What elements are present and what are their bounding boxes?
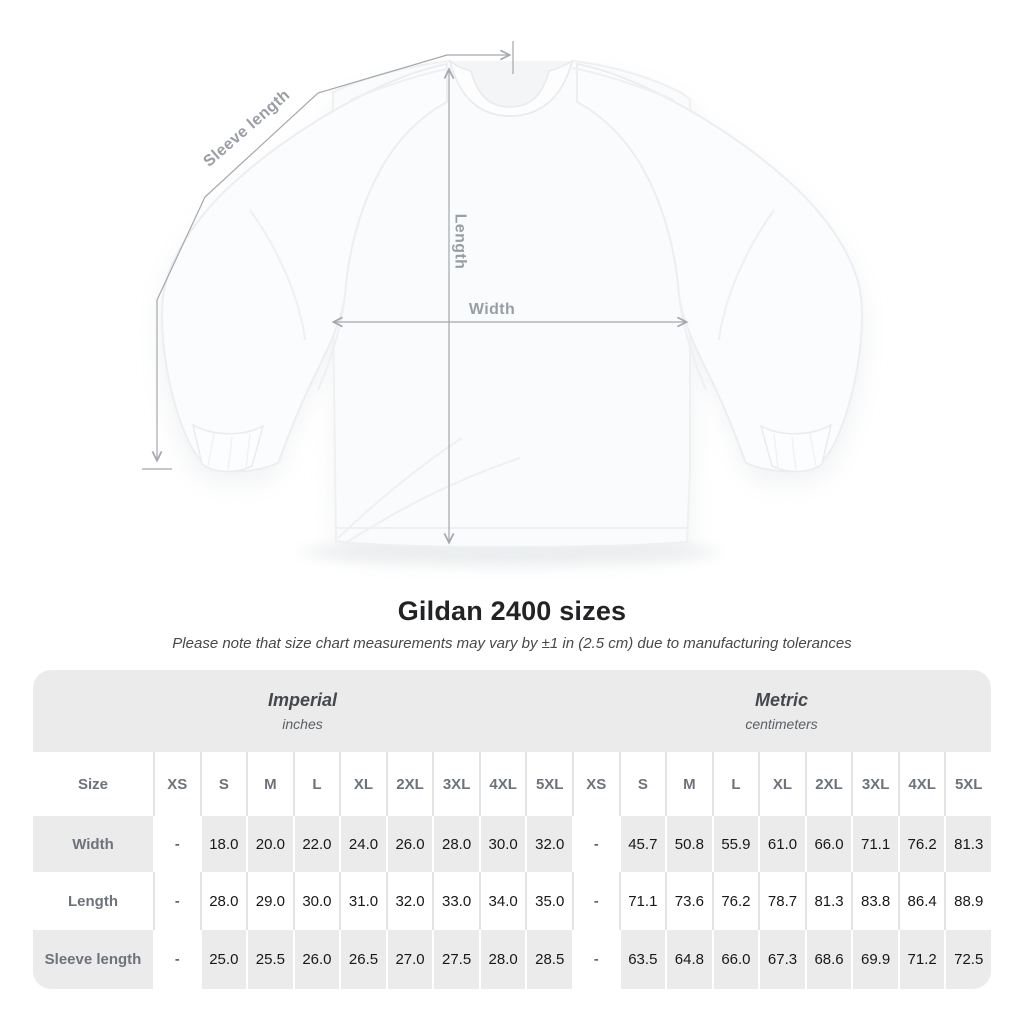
table-cell: 68.6 — [805, 930, 852, 989]
group-unit: centimeters — [745, 716, 818, 732]
size-table — [33, 670, 991, 989]
table-cell: 28.0 — [432, 816, 479, 872]
row-label-length: Length — [33, 872, 153, 930]
table-cell: - — [153, 930, 200, 989]
table-cell: 27.0 — [386, 930, 433, 989]
table-cell: 18.0 — [200, 816, 247, 872]
table-cell: 26.5 — [339, 930, 386, 989]
column-header-imperial-4xl: 4XL — [479, 752, 526, 816]
column-header-metric-xs: XS — [572, 752, 619, 816]
group-header-imperial — [33, 670, 572, 752]
table-cell: 50.8 — [665, 816, 712, 872]
group-header-metric — [572, 670, 991, 752]
heading — [0, 596, 1024, 652]
table-cell: 55.9 — [712, 816, 759, 872]
table-cell: 20.0 — [246, 816, 293, 872]
column-header-metric-s: S — [619, 752, 666, 816]
table-cell: 28.5 — [525, 930, 572, 989]
table-cell: 24.0 — [339, 816, 386, 872]
table-cell: 76.2 — [712, 872, 759, 930]
group-label: Metric — [754, 690, 808, 710]
column-header-metric-m: M — [665, 752, 712, 816]
table-cell: - — [572, 930, 619, 989]
column-header-imperial-3xl: 3XL — [432, 752, 479, 816]
table-cell: 33.0 — [432, 872, 479, 930]
group-label: Imperial — [267, 690, 338, 710]
table-cell: 30.0 — [479, 816, 526, 872]
row-label-width: Width — [33, 816, 153, 872]
width-measure-label: Width — [468, 301, 516, 318]
table-cell: 73.6 — [665, 872, 712, 930]
table-cell: 81.3 — [805, 872, 852, 930]
table-cell: 34.0 — [479, 872, 526, 930]
table-cell: 30.0 — [293, 872, 340, 930]
column-header-imperial-l: L — [293, 752, 340, 816]
table-cell: 64.8 — [665, 930, 712, 989]
table-cell: 78.7 — [758, 872, 805, 930]
table-cell: 28.0 — [479, 930, 526, 989]
column-header-metric-2xl: 2XL — [805, 752, 852, 816]
table-cell: - — [153, 816, 200, 872]
table-cell: 63.5 — [619, 930, 666, 989]
table-cell: 66.0 — [805, 816, 852, 872]
table-cell: 25.5 — [246, 930, 293, 989]
sleeve-length-measure-label: Sleeve length — [200, 86, 294, 171]
table-cell: 71.2 — [898, 930, 945, 989]
column-header-imperial-xs: XS — [153, 752, 200, 816]
table-cell: 88.9 — [944, 872, 991, 930]
table-cell: - — [572, 816, 619, 872]
table-cell: 31.0 — [339, 872, 386, 930]
table-cell: 29.0 — [246, 872, 293, 930]
table-cell: 71.1 — [619, 872, 666, 930]
column-header-metric-l: L — [712, 752, 759, 816]
page-title: Gildan 2400 sizes — [397, 596, 627, 626]
group-unit: inches — [282, 716, 323, 732]
row-label-sleeve-length: Sleeve length — [33, 930, 153, 989]
table-cell: 28.0 — [200, 872, 247, 930]
column-header-imperial-s: S — [200, 752, 247, 816]
table-cell: 83.8 — [851, 872, 898, 930]
table-cell: 81.3 — [944, 816, 991, 872]
table-cell: 35.0 — [525, 872, 572, 930]
table-cell: 25.0 — [200, 930, 247, 989]
column-header-imperial-xl: XL — [339, 752, 386, 816]
column-header-imperial-m: M — [246, 752, 293, 816]
column-header-size: Size — [33, 752, 153, 816]
table-cell: 32.0 — [386, 872, 433, 930]
table-cell: 45.7 — [619, 816, 666, 872]
column-header-metric-xl: XL — [758, 752, 805, 816]
page-subtitle: Please note that size chart measurements may vary by ±1 in (2.5 cm) due to manufacturing tolerances — [172, 635, 852, 652]
table-cell: 26.0 — [293, 930, 340, 989]
table-cell: 27.5 — [432, 930, 479, 989]
column-header-imperial-5xl: 5XL — [525, 752, 572, 816]
table-cell: - — [153, 872, 200, 930]
table-cell: 67.3 — [758, 930, 805, 989]
table-cell: 71.1 — [851, 816, 898, 872]
column-header-metric-4xl: 4XL — [898, 752, 945, 816]
table-cell: 76.2 — [898, 816, 945, 872]
table-cell: 86.4 — [898, 872, 945, 930]
column-header-metric-5xl: 5XL — [944, 752, 991, 816]
column-header-metric-3xl: 3XL — [851, 752, 898, 816]
table-cell: 61.0 — [758, 816, 805, 872]
table-cell: 72.5 — [944, 930, 991, 989]
column-header-imperial-2xl: 2XL — [386, 752, 433, 816]
length-measure-label: Length — [451, 213, 469, 270]
table-cell: 32.0 — [525, 816, 572, 872]
table-cell: 66.0 — [712, 930, 759, 989]
table-cell: 22.0 — [293, 816, 340, 872]
table-cell: 69.9 — [851, 930, 898, 989]
table-cell: 26.0 — [386, 816, 433, 872]
table-cell: - — [572, 872, 619, 930]
